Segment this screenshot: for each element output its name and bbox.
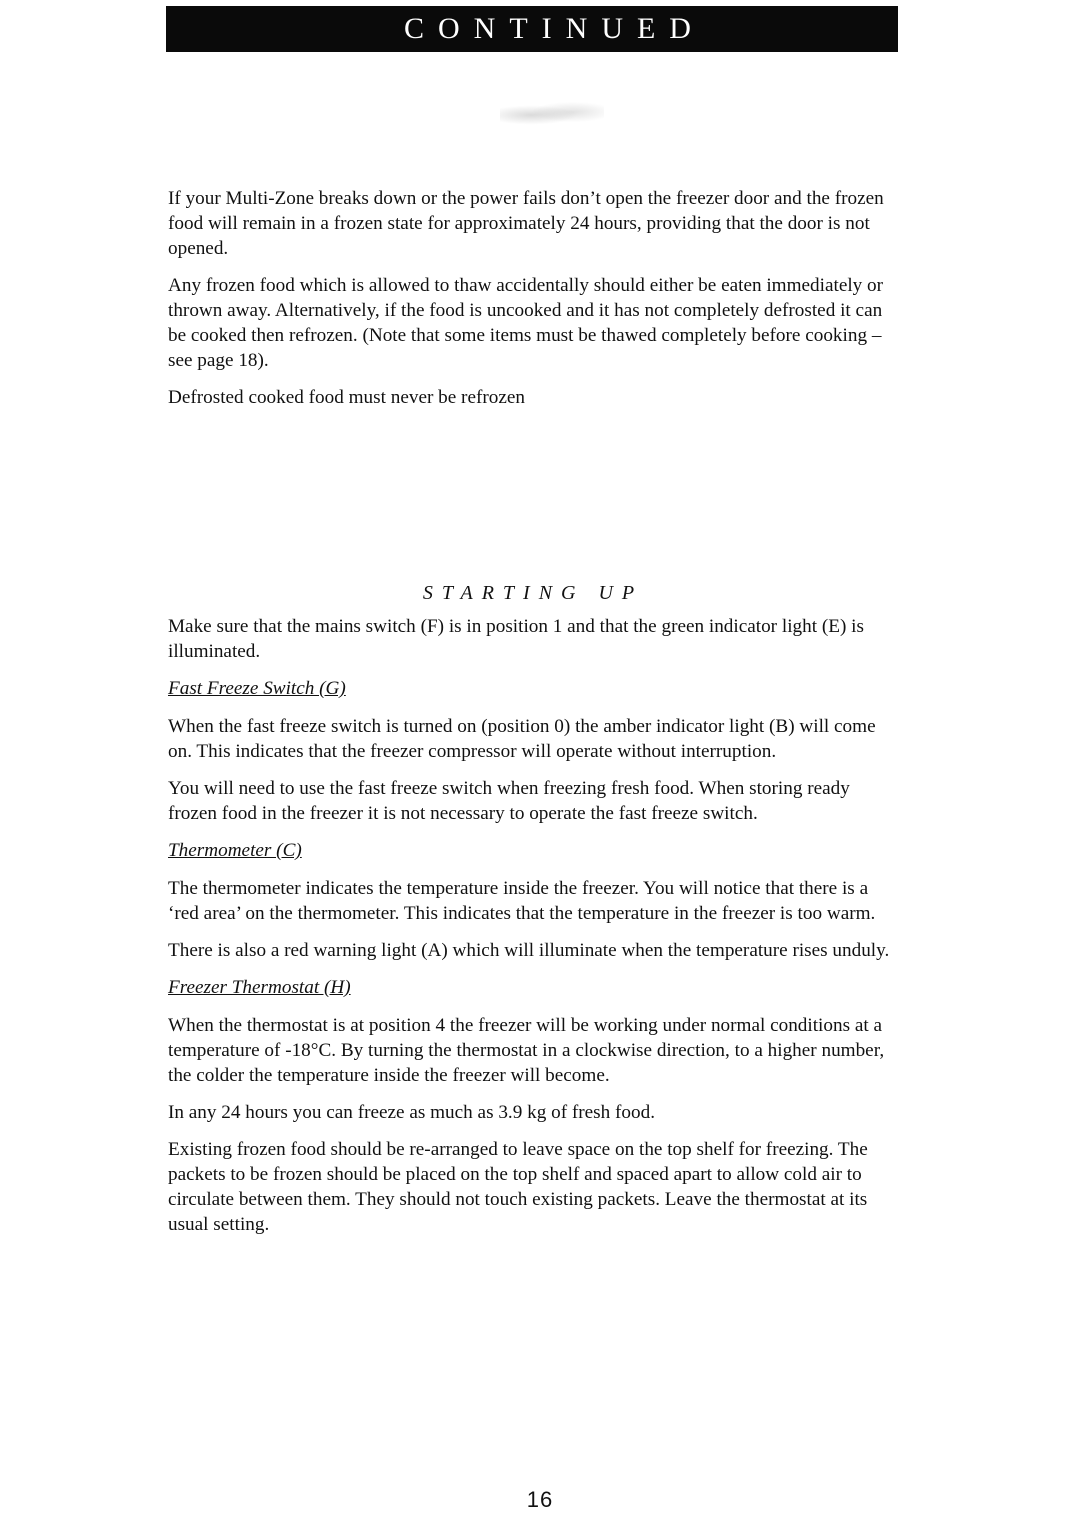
intro-paragraph-thawed-food: Any frozen food which is allowed to thaw accidentally should either be eaten immediately or thrown away. Alternatively, if the food is uncooked and it has not completely defrosted it can be cooked then refrozen. (Note that some items must be thawed completely before cooking – see page 18). <box>168 275 884 371</box>
intro-paragraph-defrosted-cooked: Defrosted cooked food must never be refrozen <box>168 387 525 408</box>
intro-paragraph-power-failure: If your Multi-Zone breaks down or the power fails don’t open the freezer door and the frozen food will remain in a frozen state for approximately 24 hours, providing that the door is not opened. <box>168 188 884 259</box>
page-number: 16 <box>526 1487 554 1512</box>
subheading-fast-freeze-switch: Fast Freeze Switch (G) <box>168 678 346 699</box>
thermostat-paragraph-3: Existing frozen food should be re-arranged to leave space on the top shelf for freezing. The packets to be frozen should be placed on the top shelf and spaced apart to allow cold air to circulate between them. They should not touch existing packets. Leave the thermostat at its usual setting. <box>168 1139 868 1235</box>
thermostat-paragraph-1: When the thermostat is at position 4 the freezer will be working under normal conditions at a temperature of -18°C. By turning the thermostat in a clockwise direction, to a higher number, the colder the temperature inside the freezer will become. <box>168 1015 885 1086</box>
thermostat-paragraph-2: In any 24 hours you can freeze as much as 3.9 kg of fresh food. <box>168 1102 655 1123</box>
section-title-starting-up: STARTING UP <box>422 582 644 604</box>
continued-banner: CONTINUED <box>166 6 898 52</box>
thermometer-paragraph-2: There is also a red warning light (A) which will illuminate when the temperature rises unduly. <box>168 940 890 961</box>
fast-freeze-paragraph-2: You will need to use the fast freeze switch when freezing fresh food. When storing ready frozen food in the freezer it is not necessary to operate the fast freeze switch. <box>168 778 850 824</box>
fast-freeze-paragraph-1: When the fast freeze switch is turned on (position 0) the amber indicator light (B) will come on. This indicates that the freezer compressor will operate without interruption. <box>168 716 876 762</box>
subheading-freezer-thermostat: Freezer Thermostat (H) <box>168 977 351 998</box>
spacer <box>168 422 898 580</box>
starting-up-paragraph: Make sure that the mains switch (F) is in position 1 and that the green indicator light (E) is illuminated. <box>168 616 864 662</box>
thermometer-paragraph-1: The thermometer indicates the temperature inside the freezer. You will notice that there is a ‘red area’ on the thermometer. This indicates that the temperature in the freezer is too warm. <box>168 878 876 924</box>
subheading-thermometer: Thermometer (C) <box>168 840 302 861</box>
page-body <box>168 186 898 1249</box>
scan-smudge <box>500 100 604 130</box>
